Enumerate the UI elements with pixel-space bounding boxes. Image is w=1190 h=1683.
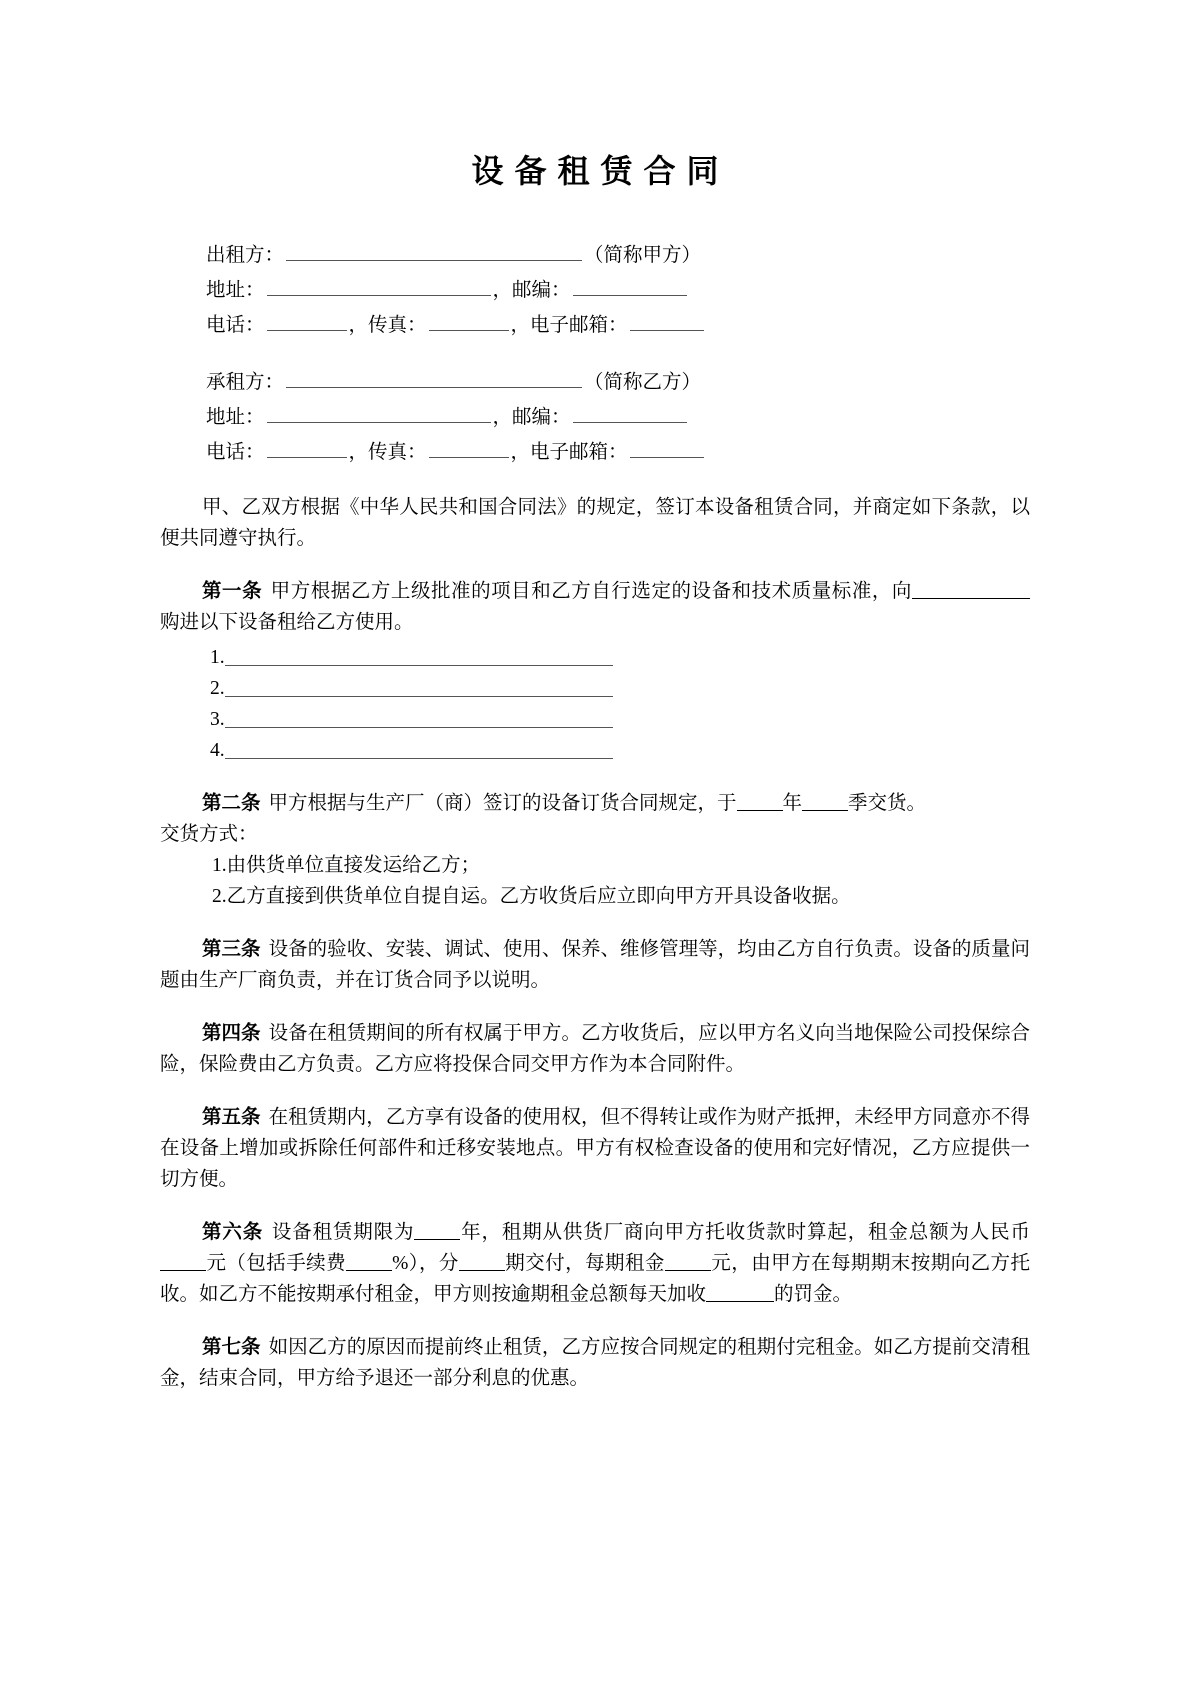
article-2-text-a: 甲方根据与生产厂（商）签订的设备订货合同规定，于 [268,793,737,815]
article-6-text-6: 元，由甲方在每期期末按期向乙方托收。如乙方不能按期承付租金，甲方则按逾期租金总额每天加收 [160,1253,1030,1306]
article-3-number: 第三条 [202,938,261,961]
spacer [160,766,1030,788]
article-7-number: 第七条 [202,1336,261,1359]
article-3-text: 设备的验收、安装、调试、使用、保养、维修管理等，均由乙方自行负责。设备的质量问题由生产厂商负责，并在订货合同予以说明。 [160,939,1030,992]
list-item [160,642,1030,673]
spacer [160,912,1030,934]
spacer [160,1310,1030,1332]
article-5-paragraph [160,1102,1030,1195]
article-1-paragraph [160,576,1030,638]
equipment-item-4-index: 4. [210,740,225,762]
lessor-address-input[interactable] [267,276,491,296]
article-1-number: 第一条 [202,580,263,603]
article-6-text-5: 期交付，每期租金 [504,1253,665,1275]
lessee-email-input[interactable] [630,438,704,458]
article-6-text-1: 设备租赁期限为 [271,1222,415,1244]
delivery-method-list [160,850,1030,912]
lessee-address-line [206,400,1030,435]
spacer [160,996,1030,1018]
lessor-block [160,238,1030,343]
lessee-address-input[interactable] [267,403,491,423]
lessor-name-input[interactable] [286,241,582,261]
equipment-list [160,642,1030,766]
article-4-paragraph [160,1018,1030,1080]
article-6-number: 第六条 [202,1221,264,1244]
article-1-blank-2[interactable] [958,581,1030,599]
article-1-text-a: 甲方根据乙方上级批准的项目和乙方自行选定的设备和技术质量标准，向 [270,581,912,603]
preamble-paragraph: 甲、乙双方根据《中华人民共和国合同法》的规定，签订本设备租赁合同，并商定如下条款，以便共同遵守执行。 [160,497,1030,550]
list-item: 2.乙方直接到供货单位自提自运。乙方收货后应立即向甲方开具设备收据。 [212,886,851,908]
lessee-block [160,365,1030,470]
equipment-item-2-input[interactable] [225,678,613,697]
lessee-fax-input[interactable] [429,438,509,458]
lessee-postcode-label: ，邮编： [492,407,571,429]
article-3-paragraph [160,934,1030,996]
article-2-blank-year[interactable] [737,793,783,811]
lessor-phone-input[interactable] [267,311,347,331]
equipment-item-1-index: 1. [210,647,225,669]
lessor-name-line [206,238,1030,273]
article-6-paragraph [160,1217,1030,1310]
lessee-postcode-input[interactable] [573,403,687,423]
article-2-blank-quarter[interactable] [802,793,848,811]
article-7-paragraph [160,1332,1030,1394]
lessor-postcode-label: ，邮编： [492,280,571,302]
lessee-contact-line [206,435,1030,470]
article-2-text-b: 年 [782,793,803,815]
article-6-blank-fee-percent[interactable] [346,1253,392,1271]
article-2-text-c: 季交货。 [848,793,927,815]
article-4-text: 设备在租赁期间的所有权属于甲方。乙方收货后，应以甲方名义向当地保险公司投保综合险，保险费由乙方负责。乙方应将投保合同交甲方作为本合同附件。 [160,1023,1030,1076]
article-6-blank-penalty-1[interactable] [706,1284,744,1302]
article-2-delivery-label: 交货方式： [160,824,258,846]
equipment-item-3-input[interactable] [225,709,613,728]
article-5-number: 第五条 [202,1106,261,1129]
document-body [0,190,1190,1394]
equipment-item-4-input[interactable] [225,740,613,759]
spacer [160,554,1030,576]
article-6-blank-penalty-2[interactable] [744,1284,774,1302]
lessor-alias: （简称甲方） [584,245,702,267]
article-6-blank-years[interactable] [414,1222,460,1240]
lessee-fax-label: ，传真： [348,442,427,464]
lessee-alias: （简称乙方） [584,372,702,394]
lessor-email-input[interactable] [630,311,704,331]
equipment-item-3-index: 3. [210,709,225,731]
article-2-number: 第二条 [202,792,261,815]
page-title: 设备租赁合同 [471,153,730,189]
list-item [160,735,1030,766]
article-6-text-4: %），分 [392,1253,459,1275]
lessor-fax-label: ，传真： [348,315,427,337]
lessee-phone-label: 电话： [206,442,265,464]
article-2-paragraph [160,788,1030,819]
article-1-text-b: 购进以下设备租给乙方使用。 [160,612,414,634]
lessee-name-label: 承租方： [206,372,285,394]
equipment-item-1-input[interactable] [225,647,613,666]
article-1-blank-1[interactable] [912,581,958,599]
spacer [160,1195,1030,1217]
lessee-address-label: 地址： [206,407,265,429]
article-6-text-2: 年，租期从供货厂商向甲方托收货款时算起，租金总额为人民币 [460,1222,1030,1244]
lessor-contact-line [206,308,1030,343]
lessee-email-label: ，电子邮箱： [510,442,628,464]
article-6-text-7: 的罚金。 [774,1284,853,1306]
article-6-blank-installments[interactable] [459,1253,505,1271]
lessor-address-label: 地址： [206,280,265,302]
lessor-name-label: 出租方： [206,245,285,267]
lessor-phone-label: 电话： [206,315,265,337]
spacer [160,1080,1030,1102]
list-item [160,704,1030,735]
equipment-item-2-index: 2. [210,678,225,700]
lessor-fax-input[interactable] [429,311,509,331]
article-6-text-3: 元（包括手续费 [206,1253,347,1275]
list-item: 1.由供货单位直接发运给乙方； [212,855,481,877]
article-4-number: 第四条 [202,1022,261,1045]
article-7-text: 如因乙方的原因而提前终止租赁，乙方应按合同规定的租期付完租金。如乙方提前交清租金，结束合同，甲方给予退还一部分利息的优惠。 [160,1337,1030,1390]
list-item [160,673,1030,704]
spacer [160,470,1030,492]
article-5-text: 在租赁期内，乙方享有设备的使用权，但不得转让或作为财产抵押，未经甲方同意亦不得在设备上增加或拆除任何部件和迁移安装地点。甲方有权检查设备的使用和完好情况，乙方应提供一切方便。 [160,1107,1030,1191]
lessor-postcode-input[interactable] [573,276,687,296]
lessor-address-line [206,273,1030,308]
article-6-blank-per-period[interactable] [665,1253,711,1271]
lessee-phone-input[interactable] [267,438,347,458]
lessor-email-label: ，电子邮箱： [510,315,628,337]
article-6-blank-total[interactable] [160,1253,206,1271]
lessee-name-input[interactable] [286,368,582,388]
lessee-name-line [206,365,1030,400]
